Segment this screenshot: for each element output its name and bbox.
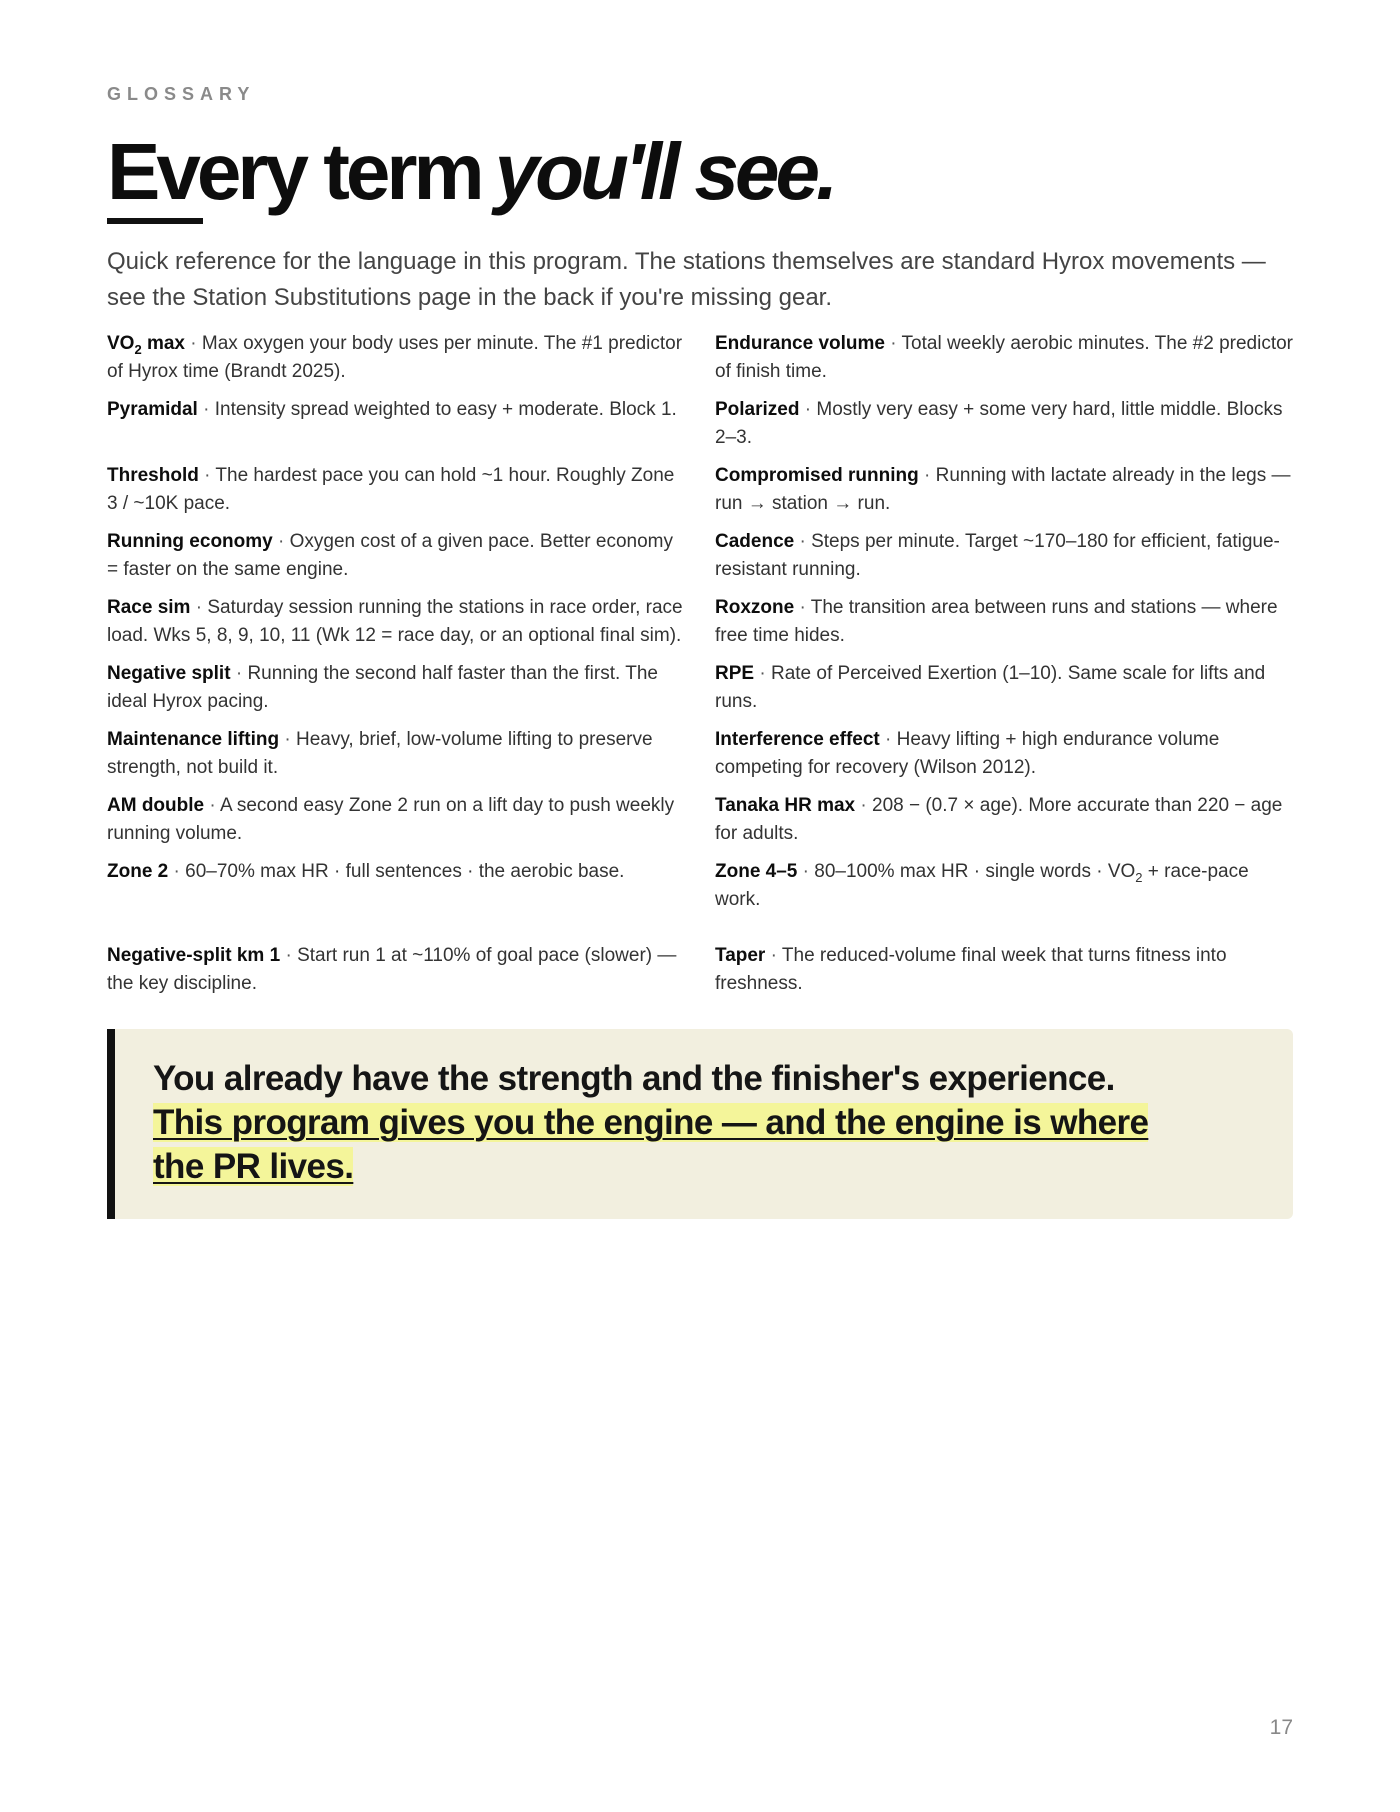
glossary-entry-vo2-max [107, 330, 685, 386]
term-separator: · [278, 531, 285, 552]
definition-text: 80–100% max HR · single words · VO [814, 861, 1136, 882]
glossary-entry-tanaka-hr-max [715, 792, 1293, 848]
term-definition: Rate of Perceived Exertion (1–10). Same scale for lifts and runs. [715, 663, 1266, 712]
glossary-entry-threshold [107, 462, 685, 518]
glossary-row [107, 792, 1293, 848]
glossary-entry-zone-2 [107, 858, 685, 914]
glossary-entry-interference-effect [715, 726, 1293, 782]
definition-subscript: 2 [1135, 869, 1143, 885]
callout-lead: You already have the strength and the finisher's experience. [153, 1059, 1115, 1098]
glossary-row [107, 330, 1293, 386]
term-definition: The transition area between runs and stations — where free time hides. [715, 597, 1278, 646]
term-name: Interference effect [715, 729, 880, 750]
term-name: Tanaka HR max [715, 795, 856, 816]
term-definition: Oxygen cost of a given pace. Better economy = faster on the same engine. [107, 531, 674, 580]
term-definition: Intensity spread weighted to easy + moderate. Block 1. [214, 399, 677, 420]
term-separator: · [802, 861, 809, 882]
term-name: Zone 4–5 [715, 861, 798, 882]
term-name: Negative-split km 1 [107, 945, 281, 966]
glossary-row [107, 942, 1293, 998]
term-separator: · [770, 945, 777, 966]
page-number: 17 [1269, 1716, 1293, 1739]
term-separator: · [885, 729, 892, 750]
glossary-row [107, 594, 1293, 650]
glossary-entry-compromised-running [715, 462, 1293, 518]
term-definition: Mostly very easy + some very hard, little middle. Blocks 2–3. [715, 399, 1283, 448]
term-definition: Heavy lifting + high endurance volume competing for recovery (Wilson 2012). [715, 729, 1220, 778]
term-definition: A second easy Zone 2 run on a lift day to push weekly running volume. [107, 795, 675, 844]
term-name: Race sim [107, 597, 191, 618]
term-separator: · [924, 465, 931, 486]
glossary-entry-endurance-volume [715, 330, 1293, 386]
glossary-entry-maintenance-lifting [107, 726, 685, 782]
term-definition: Total weekly aerobic minutes. The #2 predictor of finish time. [715, 333, 1294, 382]
term-name: Cadence [715, 531, 795, 552]
term-separator: · [890, 333, 897, 354]
glossary-entry-negative-split-km-1 [107, 942, 685, 998]
term-text: VO [107, 333, 135, 354]
glossary-entry-taper [715, 942, 1293, 998]
term-separator: · [284, 729, 291, 750]
term-name: Compromised running [715, 465, 919, 486]
term-name [107, 333, 185, 357]
term-definition: Start run 1 at ~110% of goal pace (slower) — the key discipline. [107, 945, 677, 994]
term-definition: Heavy, brief, low-volume lifting to preserve strength, not build it. [107, 729, 653, 778]
term-definition: Saturday session running the stations in race order, race load. Wks 5, 8, 9, 10, 11 (Wk 12 = race day, or an optional final sim). [107, 597, 683, 646]
title-emphasis: you'll see. [494, 127, 835, 216]
term-separator: · [804, 399, 812, 420]
term-name: Taper [715, 945, 766, 966]
term-separator: · [759, 663, 766, 684]
callout-highlight: This program gives you the engine — and the engine is where the PR lives. [153, 1103, 1149, 1186]
term-name: Negative split [107, 663, 231, 684]
glossary-entry-pyramidal [107, 396, 685, 452]
term-name: Roxzone [715, 597, 795, 618]
glossary-row [107, 660, 1293, 716]
glossary-entry-rpe [715, 660, 1293, 716]
term-separator: · [209, 795, 216, 816]
term-separator: · [860, 795, 867, 816]
term-name: Maintenance lifting [107, 729, 280, 750]
section-eyebrow: GLOSSARY [107, 84, 256, 104]
term-name: Threshold [107, 465, 199, 486]
glossary-row [107, 858, 1293, 914]
term-definition: Steps per minute. Target ~170–180 for efficient, fatigue-resistant running. [715, 531, 1280, 580]
glossary-entry-running-economy [107, 528, 685, 584]
glossary-entry-negative-split [107, 660, 685, 716]
glossary-entry-polarized [715, 396, 1293, 452]
glossary-row [107, 726, 1293, 782]
glossary-row [107, 528, 1293, 584]
term-definition: 208 − (0.7 × age). More accurate than 220 − age for adults. [715, 795, 1283, 844]
term-name: Endurance volume [715, 333, 885, 354]
term-separator: · [190, 333, 197, 354]
definition-text-end: + race-pace work. [715, 861, 1249, 910]
pull-quote-callout [107, 1029, 1293, 1219]
glossary-grid [107, 330, 1293, 1008]
term-definition: Max oxygen your body uses per minute. The #1 predictor of Hyrox time (Brandt 2025). [107, 333, 683, 382]
title-main: Every term [107, 127, 481, 216]
term-subscript: 2 [134, 341, 142, 357]
term-definition: The reduced-volume final week that turns fitness into freshness. [715, 945, 1227, 994]
term-separator: · [799, 597, 806, 618]
term-separator: · [285, 945, 292, 966]
term-definition: The hardest pace you can hold ~1 hour. Roughly Zone 3 / ~10K pace. [107, 465, 675, 514]
term-name: Pyramidal [107, 399, 198, 420]
page-title [107, 126, 834, 218]
term-definition: Running the second half faster than the first. The ideal Hyrox pacing. [107, 663, 658, 712]
term-name: Zone 2 [107, 861, 169, 882]
term-separator: · [235, 663, 243, 684]
term-separator: · [799, 531, 806, 552]
intro-paragraph: Quick reference for the language in this program. The stations themselves are standard Hyrox movements — see the Station Substitutions page in the back if you're missing gear. [107, 248, 1266, 311]
term-separator: · [204, 465, 211, 486]
term-name: Polarized [715, 399, 800, 420]
term-name: RPE [715, 663, 755, 684]
term-separator: · [203, 399, 210, 420]
term-separator: · [173, 861, 180, 882]
term-definition: 60–70% max HR · full sentences · the aerobic base. [185, 861, 625, 882]
glossary-row [107, 462, 1293, 518]
term-separator: · [195, 597, 203, 618]
term-name: Running economy [107, 531, 273, 552]
callout-text [153, 1057, 1193, 1189]
term-suffix: max [141, 333, 185, 354]
glossary-entry-roxzone [715, 594, 1293, 650]
term-definition: Running with lactate already in the legs — run → station → run. [715, 465, 1291, 514]
glossary-entry-zone-4-5 [715, 858, 1293, 914]
glossary-entry-cadence [715, 528, 1293, 584]
glossary-entry-race-sim [107, 594, 685, 650]
glossary-row [107, 396, 1293, 452]
term-name: AM double [107, 795, 205, 816]
glossary-entry-am-double [107, 792, 685, 848]
title-underline [107, 218, 203, 224]
